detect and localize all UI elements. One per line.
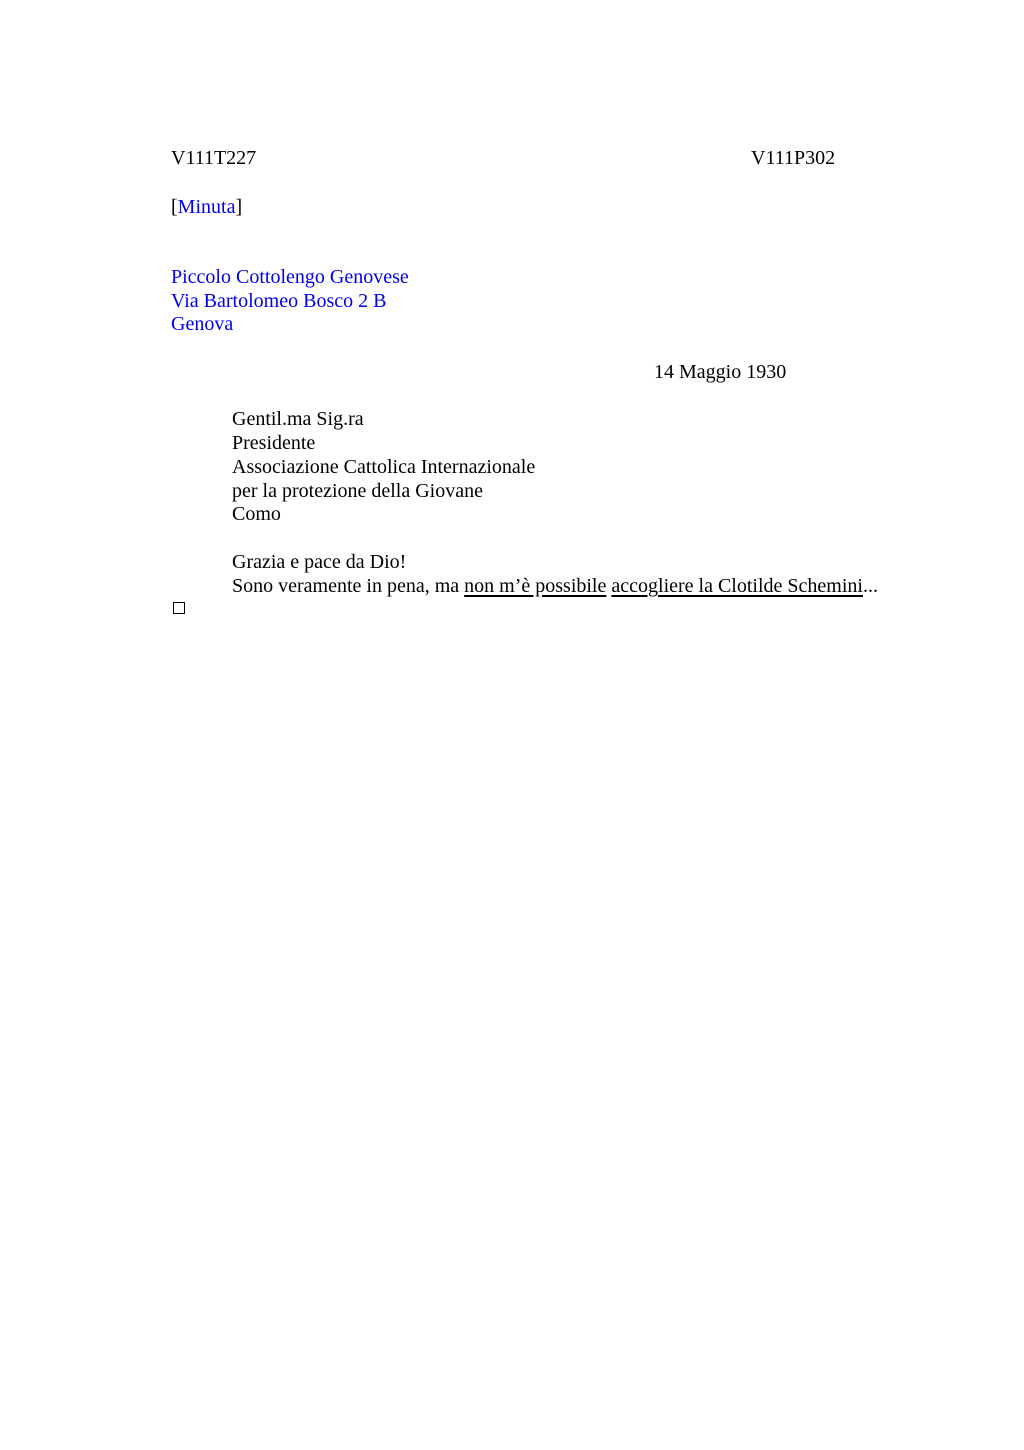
letter-date: 14 Maggio 1930 <box>654 361 787 383</box>
annotation-label: Minuta <box>177 196 236 218</box>
recipient-line-5: Como <box>232 503 281 525</box>
checkbox-icon <box>173 602 185 614</box>
recipient-line-4: per la protezione della Giovane <box>232 480 483 502</box>
body-ellipsis: ... <box>862 575 878 597</box>
sender-line-2: Via Bartolomeo Bosco 2 B <box>171 290 387 312</box>
body-sentence-start: Sono veramente in pena, ma <box>232 575 465 597</box>
annotation-minuta <box>171 195 242 219</box>
sender-line-1: Piccolo Cottolengo Genovese <box>171 266 409 288</box>
document-code-left: V111T227 <box>171 147 257 169</box>
annotation-open-bracket: [ <box>171 196 178 218</box>
body-underlined-phrase-1: non m’è possibile <box>464 575 607 597</box>
recipient-line-1: Gentil.ma Sig.ra <box>232 408 364 430</box>
annotation-close-bracket: ] <box>235 196 243 218</box>
recipient-line-3: Associazione Cattolica Internazionale <box>232 456 536 478</box>
body-greeting: Grazia e pace da Dio! <box>232 551 407 573</box>
body-underlined-phrase-2: accogliere la Clotilde Schemini <box>611 575 863 597</box>
document-code-right: V111P302 <box>751 147 836 169</box>
body-sentence <box>232 574 878 598</box>
recipient-line-2: Presidente <box>232 432 316 454</box>
sender-line-3: Genova <box>171 313 234 335</box>
